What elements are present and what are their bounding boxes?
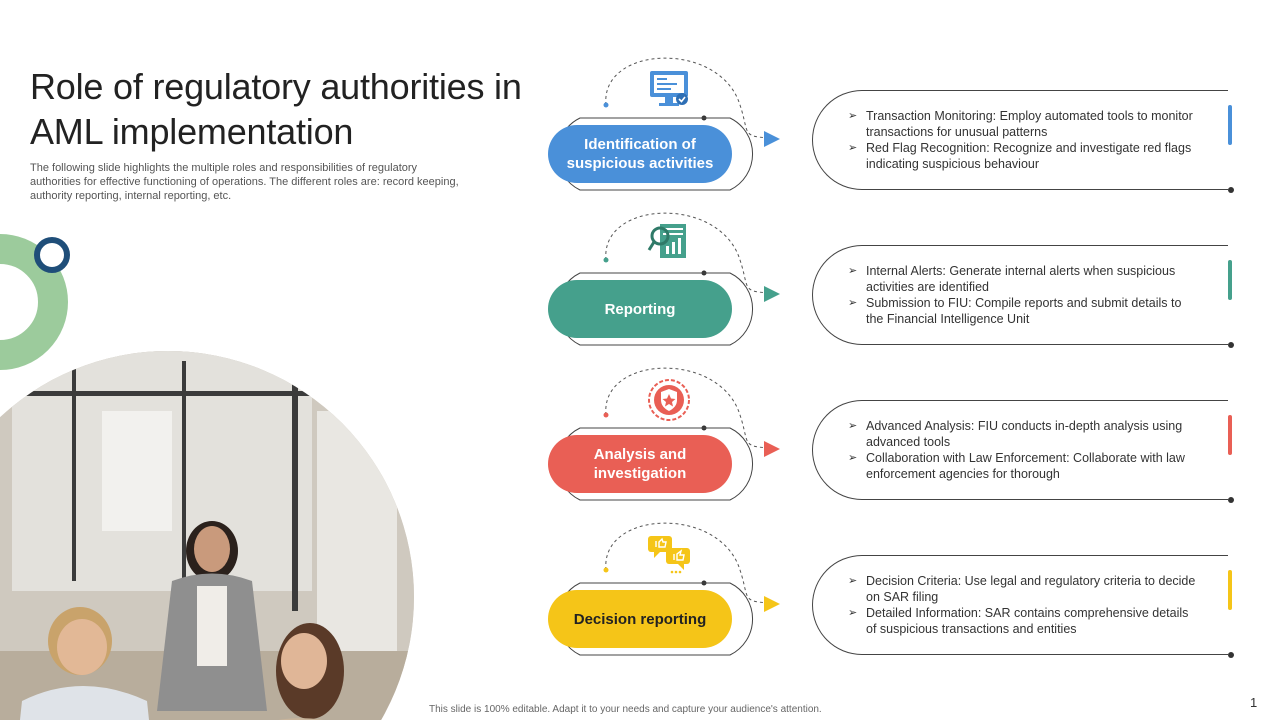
step-label-text-4: Decision reporting (573, 610, 707, 628)
step-label-1 (548, 125, 732, 183)
step-label-4 (548, 590, 732, 648)
step-accent-4 (1228, 570, 1232, 610)
step-label-text-3: Analysis and investigation (593, 446, 687, 482)
step-end-dot-2 (1228, 342, 1234, 348)
step-end-dot-3 (1228, 497, 1234, 503)
step-bullets-4 (848, 573, 1198, 637)
step-row-4 (0, 520, 1280, 660)
step-end-dot-1 (1228, 187, 1234, 193)
page-number: 1 (1250, 695, 1258, 710)
step-accent-3 (1228, 415, 1232, 455)
monitor-check-icon (646, 65, 692, 111)
bullet: ➢ Decision Criteria: Use legal and regulatory criteria to decide on SAR filing (848, 573, 1198, 605)
step-label-text-2: Reporting (604, 300, 676, 318)
bullet: ➢ Collaboration with Law Enforcement: Collaborate with law enforcement agencies for thorough (848, 450, 1198, 482)
step-accent-2 (1228, 260, 1232, 300)
bullet: ➢ Detailed Information: SAR contains comprehensive details of suspicious transactions and entities (848, 605, 1198, 637)
slide-title: Role of regulatory authorities in AML implementation (30, 66, 522, 152)
step-accent-1 (1228, 105, 1232, 145)
footer-note: This slide is 100% editable. Adapt it to your needs and capture your audience's attention. (429, 704, 822, 715)
step-row-1 (0, 55, 1280, 195)
step-label-text-1: Identification of suspicious activities (566, 136, 714, 172)
bullet: ➢ Submission to FIU: Compile reports and submit details to the Financial Intelligence Unit (848, 295, 1198, 327)
step-end-dot-4 (1228, 652, 1234, 658)
step-row-3 (0, 365, 1280, 505)
step-label-2 (548, 280, 732, 338)
report-chart-icon (646, 220, 692, 266)
shield-badge-icon (646, 377, 692, 423)
bullet: ➢ Advanced Analysis: FIU conducts in-depth analysis using advanced tools (848, 418, 1198, 450)
step-row-2 (0, 210, 1280, 350)
step-label-3 (548, 435, 732, 493)
bullet: ➢ Internal Alerts: Generate internal alerts when suspicious activities are identified (848, 263, 1198, 295)
bullet: ➢ Transaction Monitoring: Employ automated tools to monitor transactions for unusual patterns (848, 108, 1198, 140)
step-bullets-2 (848, 263, 1198, 327)
feedback-chat-icon (646, 532, 692, 578)
slide-subtitle: The following slide highlights the multiple roles and responsibilities of regulatory authorities for effective functioning of operations. The different roles are: record keeping, authority reporting, internal reporting, etc. (30, 162, 459, 202)
bullet: ➢ Red Flag Recognition: Recognize and investigate red flags indicating suspicious behaviour (848, 140, 1198, 172)
step-bullets-3 (848, 418, 1198, 482)
step-bullets-1 (848, 108, 1198, 172)
